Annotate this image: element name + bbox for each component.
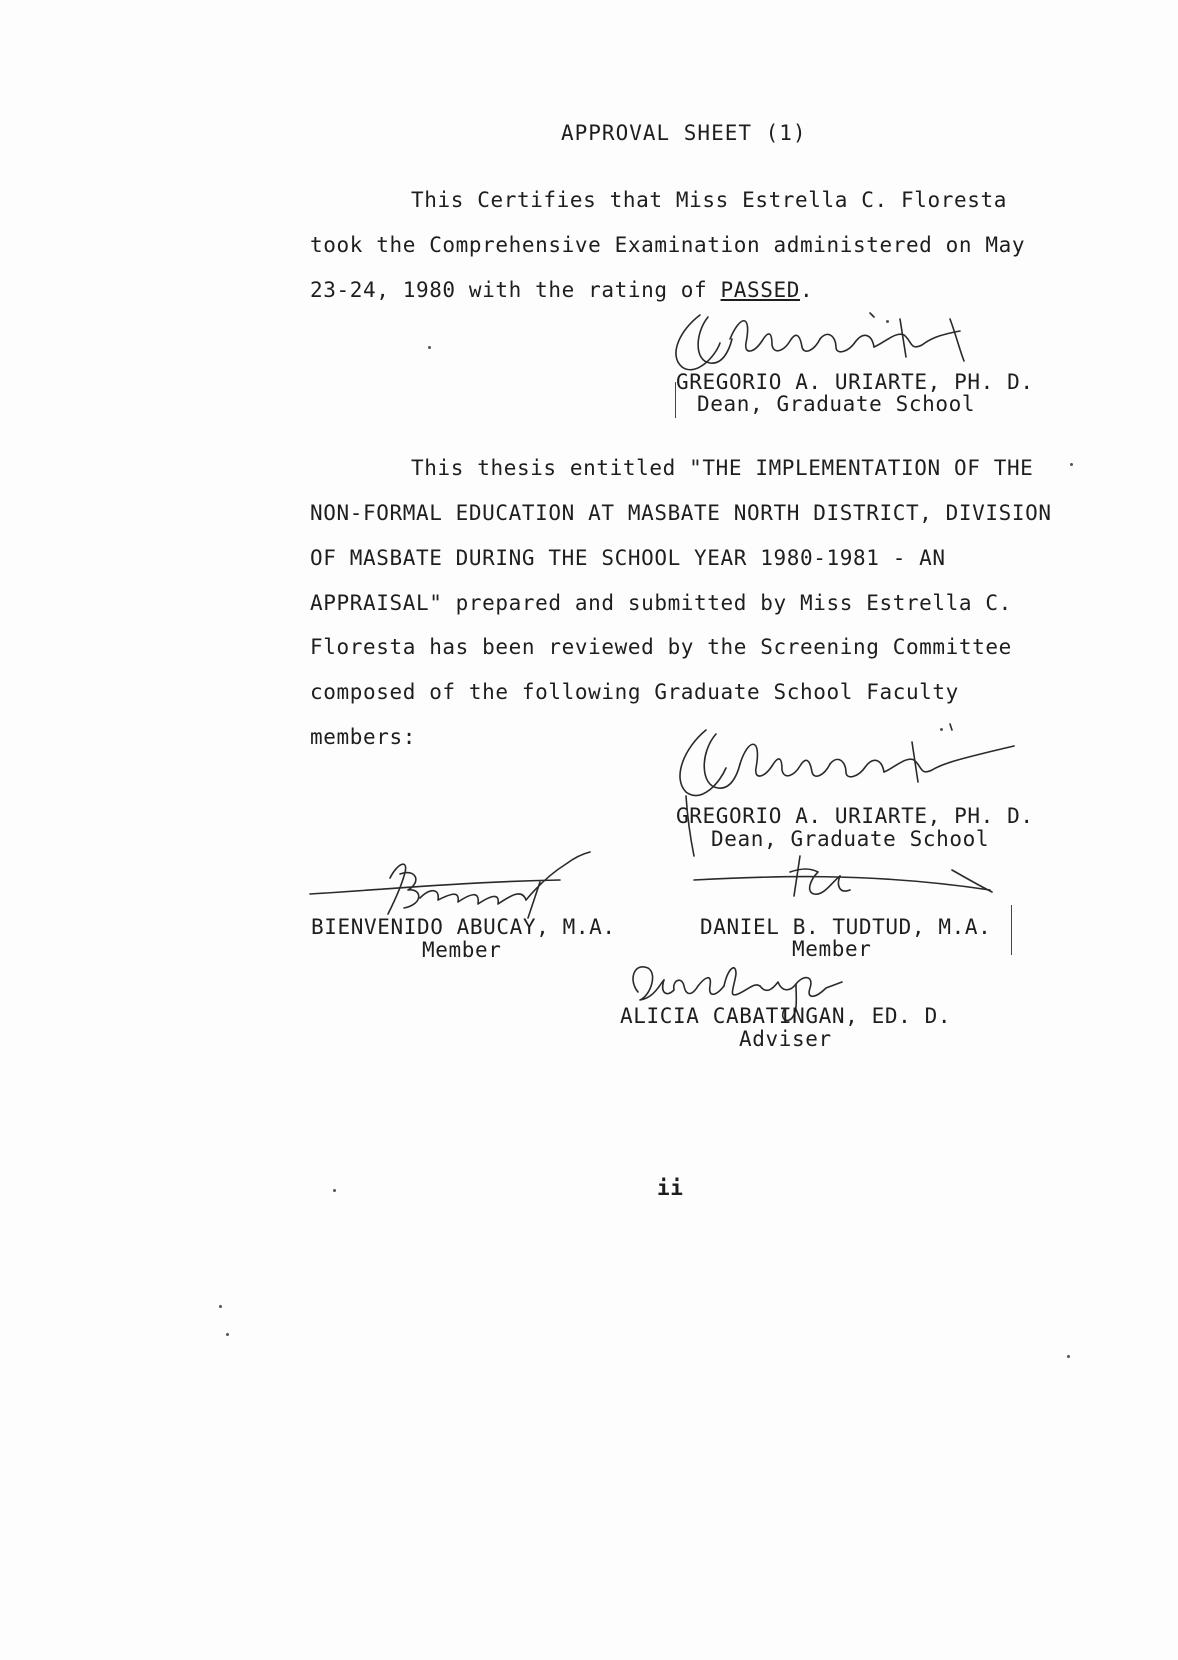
scan-speck (1070, 463, 1073, 466)
thesis-line-3: OF MASBATE DURING THE SCHOOL YEAR 1980-1981 - AN (310, 546, 946, 570)
thesis-line-1: This thesis entitled "THE IMPLEMENTATION OF THE (411, 456, 1034, 480)
scan-speck (1067, 1355, 1070, 1358)
thesis-line-2: NON-FORMAL EDUCATION AT MASBATE NORTH DISTRICT, DIVISION (310, 501, 1052, 525)
scan-speck (219, 1305, 222, 1308)
rating-value: PASSED (720, 278, 801, 302)
thesis-line-4: APPRAISAL" prepared and submitted by Miss Estrella C. (310, 591, 1012, 615)
member-left-role: Member (422, 938, 502, 962)
certification-line-3-suffix: . (800, 278, 814, 302)
member-right-role: Member (792, 937, 872, 961)
scan-speck (428, 346, 431, 349)
dean-1-title: Dean, Graduate School (697, 392, 976, 416)
adviser-name: ALICIA CABATINGAN, ED. D. (620, 1004, 952, 1028)
certification-line-3-text: 23-24, 1980 with the rating of (310, 278, 721, 302)
bracket-mark (1011, 905, 1012, 955)
bracket-mark (675, 382, 676, 418)
scan-speck (333, 1189, 336, 1192)
dean-1-name: GREGORIO A. URIARTE, PH. D. (676, 370, 1034, 394)
page-number: ii (657, 1176, 684, 1200)
page-title: APPROVAL SHEET (1) (561, 121, 807, 145)
scan-speck (940, 728, 943, 731)
certification-line-1: This Certifies that Miss Estrella C. Floresta (411, 188, 1007, 212)
adviser-role: Adviser (739, 1027, 832, 1051)
certification-line-2: took the Comprehensive Examination administered on May (310, 233, 1026, 257)
member-right-name: DANIEL B. TUDTUD, M.A. (700, 915, 992, 939)
dean-signature-2-handwriting (664, 716, 1024, 816)
member-left-name: BIENVENIDO ABUCAY, M.A. (311, 915, 616, 939)
scan-speck (886, 320, 889, 323)
scan-speck (226, 1333, 229, 1336)
dean-2-title: Dean, Graduate School (711, 827, 990, 851)
thesis-line-5: Floresta has been reviewed by the Screening Committee (310, 635, 1012, 659)
dean-2-name: GREGORIO A. URIARTE, PH. D. (676, 804, 1034, 828)
thesis-line-7: members: (310, 725, 416, 749)
tudtud-signature-handwriting (690, 846, 1020, 916)
thesis-line-6: composed of the following Graduate School Faculty (310, 680, 959, 704)
